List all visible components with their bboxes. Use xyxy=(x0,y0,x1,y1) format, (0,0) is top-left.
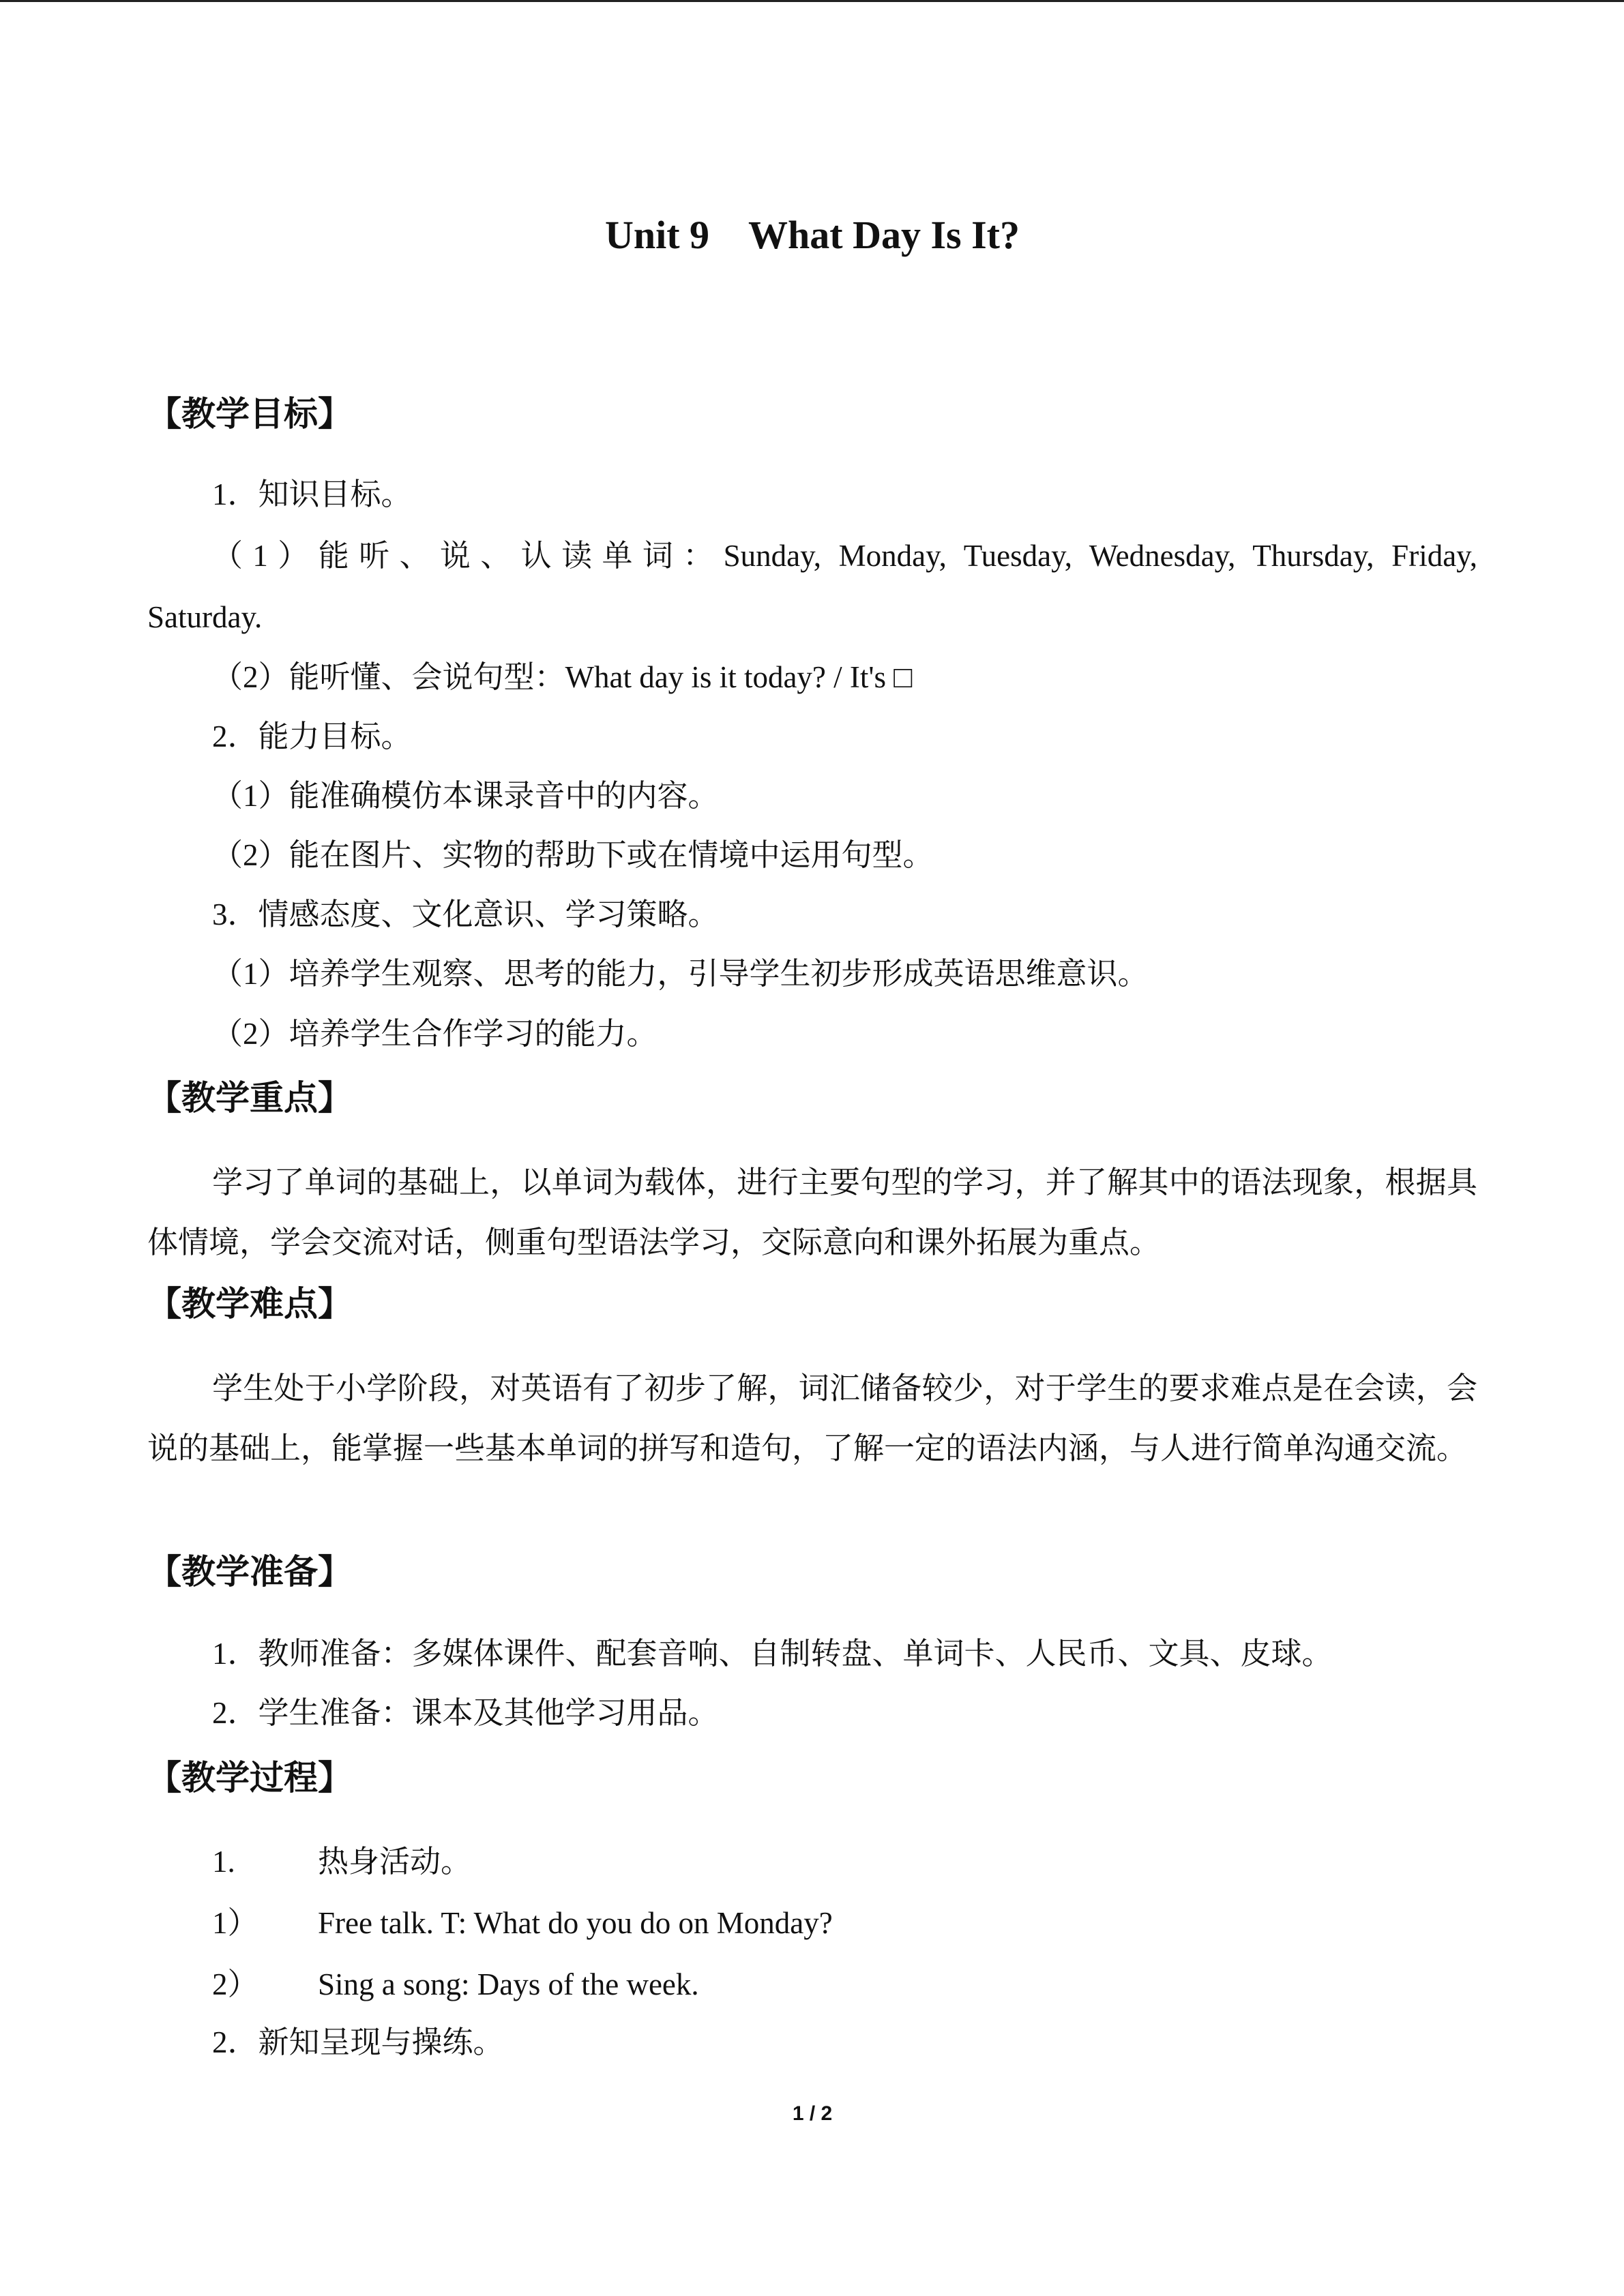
objective-line: 3．情感态度、文化意识、学习策略。 xyxy=(212,897,719,931)
process-step xyxy=(212,1957,699,2012)
process-step-number: 2） xyxy=(212,1967,259,2001)
difficulties-heading: 【教学难点】 xyxy=(147,1284,352,1324)
objective-line: 1．知识目标。 xyxy=(212,477,412,511)
process-step-number: 1. xyxy=(212,1845,235,1879)
key-points-paragraph: 学习了单词的基础上，以单词为载体，进行主要句型的学习，并了解其中的语法现象，根据具体情境，学会交流对话，侧重句型语法学习，交际意向和课外拓展为重点。 xyxy=(147,1165,1477,1259)
preparation-line: 2．学生准备：课本及其他学习用品。 xyxy=(212,1696,719,1730)
page-number: 1 / 2 xyxy=(792,2102,833,2125)
preparation-line: 1．教师准备：多媒体课件、配套音响、自制转盘、单词卡、人民币、文具、皮球。 xyxy=(212,1637,1333,1671)
process-step xyxy=(212,1834,471,1889)
objectives-heading: 【教学目标】 xyxy=(147,394,352,434)
process-step-text: Free talk. T: What do you do on Monday? xyxy=(318,1906,833,1940)
objective-line: （1）培养学生观察、思考的能力，引导学生初步形成英语思维意识。 xyxy=(212,957,1149,991)
process-step xyxy=(212,1896,833,1950)
process-heading: 【教学过程】 xyxy=(147,1758,352,1798)
document-page xyxy=(147,0,1477,2296)
objective-line: Saturday. xyxy=(147,600,263,634)
process-step-text: Sing a song: Days of the week. xyxy=(318,1967,699,2001)
objective-line: （2）培养学生合作学习的能力。 xyxy=(212,1017,658,1051)
objective-line: 2．能力目标。 xyxy=(212,719,412,754)
objective-line: （1）能听、说、认读单词：Sunday, Monday, Tuesday, Wednesday, Thursday, Friday, xyxy=(212,539,1477,573)
objective-line: （2）能听懂、会说句型：What day is it today? / It's □ xyxy=(212,660,913,694)
process-step-text: 热身活动。 xyxy=(318,1845,472,1879)
objective-line: （2）能在图片、实物的帮助下或在情境中运用句型。 xyxy=(212,838,934,872)
preparation-heading: 【教学准备】 xyxy=(147,1552,352,1592)
key-points-heading: 【教学重点】 xyxy=(147,1078,352,1118)
process-next-line: 2．新知呈现与操练。 xyxy=(212,2025,504,2059)
objective-line: （1）能准确模仿本课录音中的内容。 xyxy=(212,779,719,813)
difficulties-paragraph: 学生处于小学阶段，对英语有了初步了解，词汇储备较少，对于学生的要求难点是在会读，会说的基础上，能掌握一些基本单词的拼写和造句，了解一定的语法内涵，与人进行简单沟通交流。 xyxy=(147,1371,1477,1465)
document-title: Unit 9 What Day Is It? xyxy=(604,213,1020,257)
process-step-number: 1） xyxy=(212,1906,259,1940)
